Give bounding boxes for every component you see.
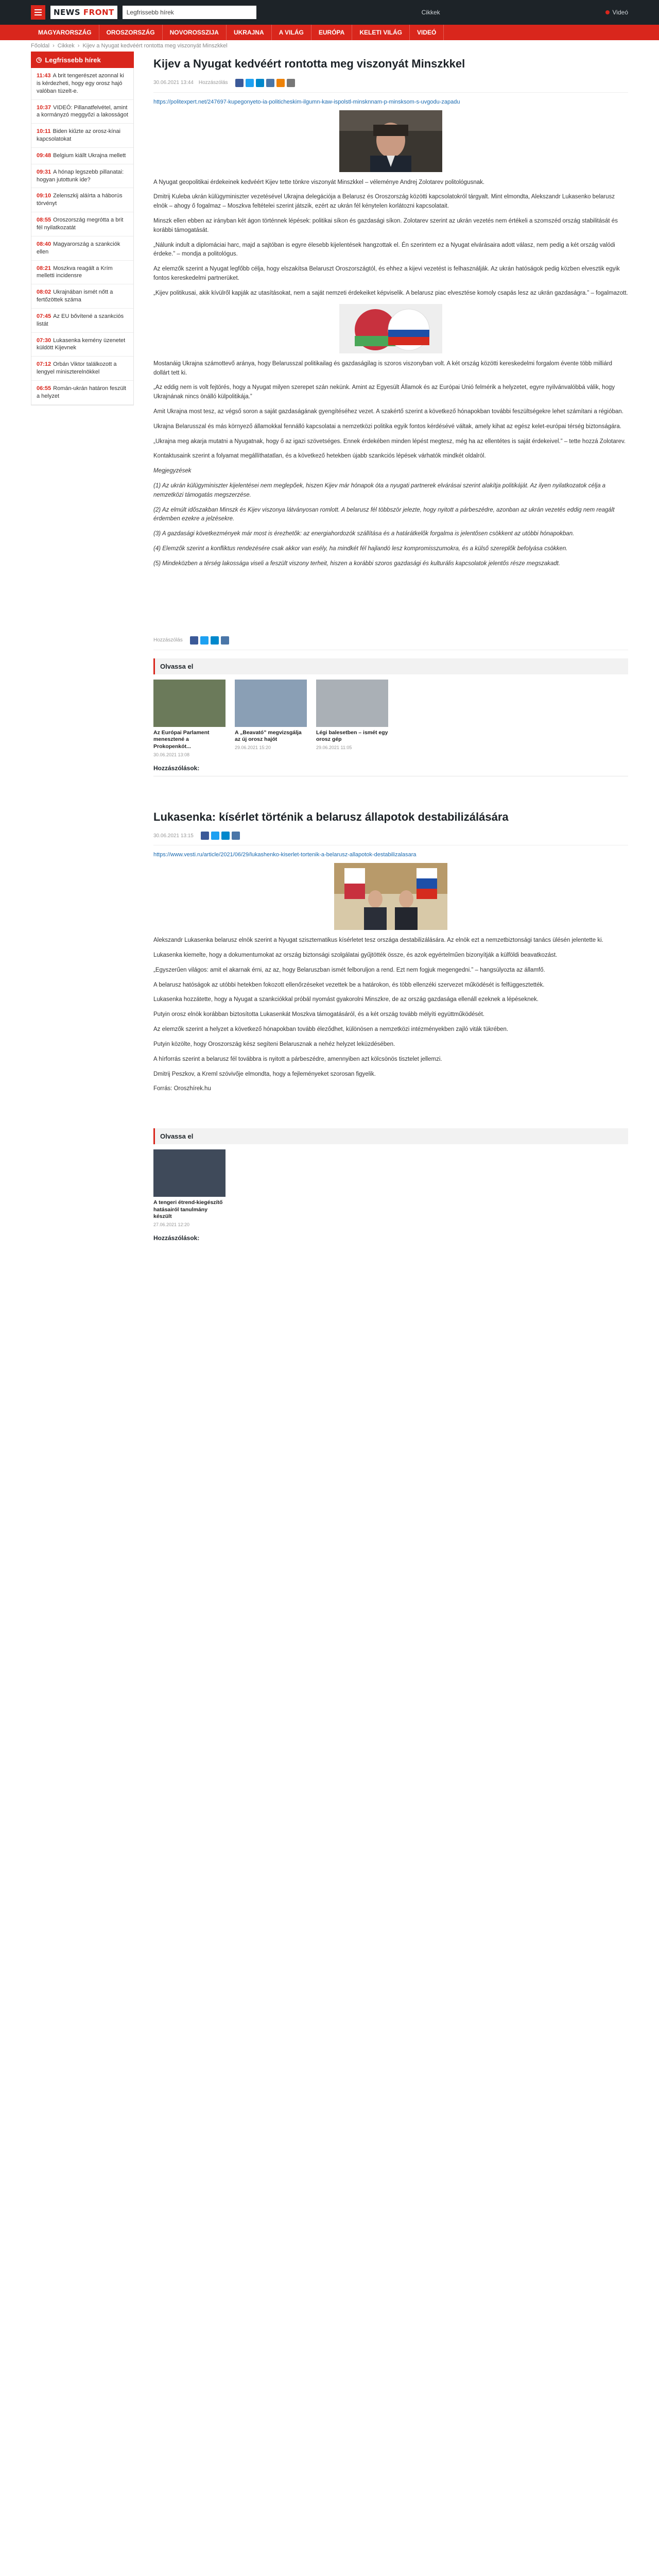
menu-icon[interactable] [31,5,45,20]
article-note: (3) A gazdasági következmények már most is érezhetők: az energiahordozók szállítása és a határátkelők forgalma is jelentősen csökkent az utóbbi hónapokban. [153,531,575,537]
article-paragraph: Ukrajna Belarusszal és más környező államokkal fennálló kapcsolatai a nemzetközi politika egyik fontos kérdésévé váltak, amely kihat az egész kelet-európai térség biztonságára. [153,423,621,430]
news-time: 07:30 [37,337,51,344]
sidebar [31,52,134,1246]
related-card-date: 29.06.2021 11:05 [316,745,352,750]
logo-text-right: FRONT [83,8,114,17]
related-card-title[interactable]: A „Beavató” megvizsgálja az új orosz hajót [235,729,302,743]
related-card-date: 29.06.2021 15:20 [235,745,271,750]
articles-link[interactable]: Cikkek [421,9,440,16]
article2-paragraph: A belarusz hatóságok az utóbbi hetekben fokozott ellenőrzéseket vezettek be a határokon, és több ellenzéki szervezet működését is felfüggesztették. [153,981,545,988]
news-time: 09:31 [37,168,51,175]
sidebar-news-item[interactable] [31,261,133,285]
sidebar-news-item[interactable] [31,68,133,100]
news-text: Biden kiűzte az orosz-kínai kapcsolatokat [37,128,120,143]
share-bar-bottom [153,636,628,650]
sidebar-news-item[interactable] [31,236,133,261]
source-link-2[interactable]: https://www.vesti.ru/article/2021/06/29/lukashenko-kiserlet-tortenik-a-belarusz-allapotok-destabilizalasara [153,852,417,858]
article-paragraph: Dmitrij Kuleba ukrán külügyminiszter vezetésével Ukrajna delegációja a Belarusz és Oroszország közötti kapcsolatokról tárgyalt. Mint elmondta, Alekszandr Lukasenko belarusz elnök – ahogy ő fogalmaz – Moszkva feltételei szerint játszik, ezért az ukrán fél kénytelen korlátozni kapcsolatait. [153,194,615,210]
article-note: (1) Az ukrán külügyminiszter kijelentései nem meglepőek, hiszen Kijev már hónapok óta a nyugati partnerek elvárásai szerint alakítja politikáját. Az ilyen nyilatkozatok célja a nemzetközi támogatás megszerzése. [153,483,606,498]
news-time: 11:43 [37,73,51,79]
share-buttons [201,832,240,840]
site-logo[interactable] [50,5,117,20]
news-text: Az EU bővítené a szankciós listát [37,313,124,327]
sidebar-news-item[interactable] [31,124,133,148]
article-paragraph: Mostanáig Ukrajna számottevő aránya, hogy Belarusszal politikailag és gazdaságilag is szoros viszonyban volt. A két ország közötti kereskedelmi forgalom évente több milliárd dollárt tett ki. [153,360,613,376]
article2-paragraph: Az elemzők szerint a helyzet a következő hónapokban tovább éleződhet, különösen a nemzetközi intézményekben zajló viták tükrében. [153,1026,509,1033]
article-paragraph: Kontaktusaink szerint a folyamat megállíthatatlan, és a következő hetekben újabb szankciós lépések várhatók mindkét oldalról. [153,453,486,460]
ok-icon[interactable] [276,79,285,87]
sidebar-news-item[interactable] [31,100,133,124]
article-paragraph: Minszk ellen ebben az irányban két ágon történnek lépések: politikai síkon és gazdasági síkon. Zolotarev szerint az ukrán vezetés nem értékeli a szomszéd ország stabilitását és korábbi támogatását. [153,218,618,233]
article2-paragraph: Lukasenka kiemelte, hogy a dokumentumokat az ország biztonsági szolgálatai gyűjtötték össze, és azok egyértelműen bizonyítják a külföldi beavatkozást. [153,952,558,959]
related-card-date: 27.06.2021 12:20 [153,1222,190,1228]
photo-politician [339,110,442,172]
news-text: Oroszország megrótta a brit fél nyilatkozatát [37,217,124,231]
sidebar-news-item[interactable] [31,188,133,212]
article2-paragraph: „Egyszerűen világos: amit el akarnak érni, az az, hogy Belaruszban ismét felboruljon a rend. Ezt nem fogjuk megengedni.” – hangsúlyozta az államfő. [153,967,545,973]
sidebar-news-item[interactable] [31,381,133,405]
news-time: 09:48 [37,152,51,159]
related-card[interactable] [316,680,388,757]
sidebar-news-item[interactable] [31,309,133,333]
twitter-icon[interactable] [200,636,209,645]
news-text: Belgium kiállt Ukrajna mellett [53,152,126,159]
related-card-image [153,1149,226,1197]
news-text: VIDEÓ: Pillanatfelvétel, amint a kormányzó meggyőzi a lakosságot [37,104,128,118]
article2-title: Lukasenka: kísérlet történik a belarusz állapotok destabilizálására [153,810,509,823]
clock-icon: ◷ [36,56,42,63]
breadcrumb [31,40,628,52]
nav-item[interactable]: VIDEÓ [410,25,444,40]
article-paragraph: „Kijev politikusai, akik kívülről kapják az utasításokat, nem a saját nemzeti érdekeiket képviselik. A belarusz piac elvesztése komoly csapás lesz az ukrán gazdaságra.” – fogalmazott. [153,290,628,296]
photo-meeting [334,863,447,930]
nav-item[interactable]: A VILÁG [272,25,311,40]
latest-news-list [31,68,134,405]
article-meta [153,79,628,93]
related-card-date: 30.06.2021 13:08 [153,752,190,757]
related-card-title[interactable]: Az Európai Parlament menesztené a Prokopenkót... [153,729,210,750]
article-date: 30.06.2021 13:44 [153,80,194,86]
breadcrumb-current: Kijev a Nyugat kedvéért rontotta meg viszonyát Minszkkel [82,43,228,49]
article2-meta [153,832,628,845]
related-card-title[interactable]: A tengeri étrend-kiegészítő hatásairól tanulmány készült [153,1199,223,1220]
twitter-icon[interactable] [211,832,219,840]
comments-link[interactable]: Hozzászólás [198,80,228,86]
comments-heading: Hozzászólások: [153,764,200,772]
breadcrumb-sep: › [77,43,80,49]
news-time: 08:21 [37,265,51,272]
news-time: 08:02 [37,289,51,296]
article-note: (5) Mindeközben a térség lakossága viseli a feszült viszony terheit, hiszen a korábbi szoros gazdasági és kulturális kapcsolatok jelentős része megszakadt. [153,560,561,567]
news-time: 09:10 [37,193,51,199]
news-time: 08:55 [37,217,51,224]
news-text: Moszkva reagált a Krím melletti incidensre [37,265,113,279]
sidebar-news-item[interactable] [31,148,133,164]
breadcrumb-sep: › [53,43,55,49]
related-card-image [316,680,388,727]
article2-date: 30.06.2021 13:15 [153,833,194,839]
nav-item[interactable]: UKRAJNA [227,25,272,40]
comments-heading-2: Hozzászólások: [153,1234,200,1242]
nav-item[interactable]: KELETI VILÁG [352,25,410,40]
article2-paragraph: A hírforrás szerint a belarusz fél továbbra is nyitott a párbeszédre, amennyiben azt kölcsönös tisztelet jellemzi. [153,1056,442,1062]
news-text: Orbán Viktor találkozott a lengyel miniszterelnökkel [37,361,117,376]
article2-paragraph: Forrás: Oroszhírek.hu [153,1086,211,1092]
source-link[interactable]: https://politexpert.net/247697-kupegonyeto-ia-politicheskim-ilgumn-kaw-ispolstl-minsknnam-p-minsksom-s-uvgodu-zapadu [153,98,460,105]
related-card[interactable] [153,680,226,757]
nav-item[interactable]: NOVOROSSZIJA [163,25,227,40]
related-heading-2: Olvassa el [153,1128,628,1144]
news-time: 08:40 [37,241,51,247]
main-nav [0,25,659,40]
share-buttons [235,79,295,87]
article-paragraph: A Nyugat geopolitikai érdekeinek kedvéért Kijev tette tönkre viszonyát Minszkkel – véleménye Andrej Zolotarev politológusnak. [153,179,485,185]
article2-paragraph: Dmitrij Peszkov, a Kreml szóvivője elmondta, hogy a fejleményeket szorosan figyelik. [153,1071,376,1077]
related-card-title[interactable]: Légi balesetben – ismét egy orosz gép [316,729,388,743]
sidebar-news-item[interactable] [31,333,133,357]
related-heading: Olvassa el [153,658,628,674]
comments-area [153,776,628,796]
article-paragraph: Amit Ukrajna most tesz, az végső soron a saját gazdaságának gyengítéséhez vezet. A szakértő szerint a következő hónapokban további feszültségekre lehet számítani a régióban. [153,408,623,415]
breadcrumb-articles[interactable]: Cikkek [57,43,75,49]
sidebar-news-item[interactable] [31,164,133,189]
article-title: Kijev a Nyugat kedvéért rontotta meg viszonyát Minszkkel [153,57,465,70]
news-text: A brit tengerészet azonnal ki is kérdezheti, hogy egy orosz hajó valóban tüzelt-e. [37,73,124,94]
article-note: (2) Az elmúlt időszakban Minszk és Kijev viszonya látványosan romlott. A belarusz fél többször jelezte, hogy nyitott a párbeszédre, azonban az ukrán vezetés eddig nem reagált érdemben ezekre a jelzésekre. [153,506,615,522]
article2-paragraph: Putyin közölte, hogy Oroszország kész segíteni Belarusznak a nehéz helyzet leküzdésében. [153,1041,395,1047]
telegram-icon[interactable] [256,79,264,87]
video-label: Videó [612,9,628,16]
live-dot-icon [605,10,610,14]
article-paragraph: Az elemzők szerint a Nyugat legfőbb célja, hogy elszakítsa Belaruszt Oroszországtól, és ehhez a kijevi vezetést is felhasználják. Az ukrán hatóságok pedig közben elvesztik egyik fontos kereskedelmi partnerüket. [153,266,620,282]
news-text: Román-ukrán határon feszült a helyzet [37,385,126,399]
mail-icon[interactable] [287,79,295,87]
video-link[interactable] [605,9,628,16]
article-note: (4) Elemzők szerint a konfliktus rendezésére csak akkor van esély, ha mindkét fél hajlandó lesz kompromisszumokra, és a külső szereplők befolyása csökken. [153,546,568,552]
article2-paragraph: Lukasenka hozzátette, hogy a Nyugat a szankciókkal próbál nyomást gyakorolni Minszkre, de az ország gazdasága ellenáll ezeknek a lépéseknek. [153,996,539,1003]
news-text: Lukasenka kemény üzenetet küldött Kijevnek [37,337,126,351]
sidebar-news-item[interactable] [31,284,133,309]
telegram-icon[interactable] [221,832,230,840]
facebook-icon[interactable] [201,832,209,840]
logo-text-left: NEWS [54,8,81,17]
vk-icon[interactable] [232,832,240,840]
news-text: Magyarország a szankciók ellen [37,241,120,255]
vk-icon[interactable] [221,636,229,645]
article-paragraph: „Az eddig nem is volt fejtörés, hogy a Nyugat milyen szerepet szán nekünk. Amint az Egyesült Államok és az Európai Unió felmérik a helyzetet, egyre nyilvánvalóbbá válik, hogy Ukrajnának nincs önálló külpolitikája.” [153,384,615,400]
article2-paragraph: Putyin orosz elnök korábban biztosította Lukasenkát Moszkva támogatásáról, és a két ország tovább mélyíti együttműködését. [153,1011,485,1018]
news-time: 10:11 [37,128,51,135]
sidebar-news-item[interactable] [31,357,133,381]
twitter-icon[interactable] [246,79,254,87]
nav-item[interactable]: OROSZORSZÁG [99,25,163,40]
article2-paragraph: Alekszandr Lukasenka belarusz elnök szerint a Nyugat szisztematikus kísérletet tesz országa destabilizálására. Az elnök ezt a nemzetbiztonsági tanács ülésén jelentette ki. [153,937,603,944]
facebook-icon[interactable] [235,79,244,87]
search-input[interactable]: Legfrissebb hírek [123,6,256,19]
related-card[interactable] [235,680,307,757]
article-paragraph: „Ukrajna meg akarja mutatni a Nyugatnak, hogy ő az igazi szövetséges. Ennek érdekében minden lépést megtesz, még ha az ellentétes is saját érdekeivel.” – tette hozzá Zolotarev. [153,438,626,445]
vk-icon[interactable] [266,79,274,87]
main-content [146,52,628,1246]
telegram-icon[interactable] [211,636,219,645]
news-time: 06:55 [37,385,51,392]
comments-link-bottom[interactable]: Hozzászólás [153,637,183,643]
top-bar [0,0,659,25]
news-text: Ukrajnában ismét nőtt a fertőzöttek száma [37,289,113,303]
article-paragraph: „Nálunk indult a diplomáciai harc, majd a sajtóban is egyre élesebb kijelentések hangzottak el. Én szerintem ez a Nyugat elvárásaira adott válasz, nem pedig a két ország valódi érdeke.” – mondja a politológus. [153,242,615,258]
notes-heading: Megjegyzések [153,468,192,474]
related-card[interactable] [153,1149,226,1227]
news-time: 10:37 [37,104,51,111]
nav-item[interactable]: MAGYARORSZÁG [31,25,99,40]
breadcrumb-home[interactable]: Főoldal [31,43,50,49]
news-text: A hónap legszebb pillanatai: hogyan jutottunk ide? [37,168,124,183]
related-card-image [153,680,226,727]
sidebar-header [31,52,134,68]
news-time: 07:12 [37,361,51,368]
related-card-image [235,680,307,727]
photo-flags [339,304,442,353]
sidebar-news-item[interactable] [31,212,133,236]
sidebar-title: Legfrissebb hírek [45,56,101,64]
facebook-icon[interactable] [190,636,198,645]
nav-item[interactable]: EURÓPA [311,25,352,40]
news-time: 07:45 [37,313,51,319]
news-text: Zelenszkij aláírta a háborús törvényt [37,193,123,207]
